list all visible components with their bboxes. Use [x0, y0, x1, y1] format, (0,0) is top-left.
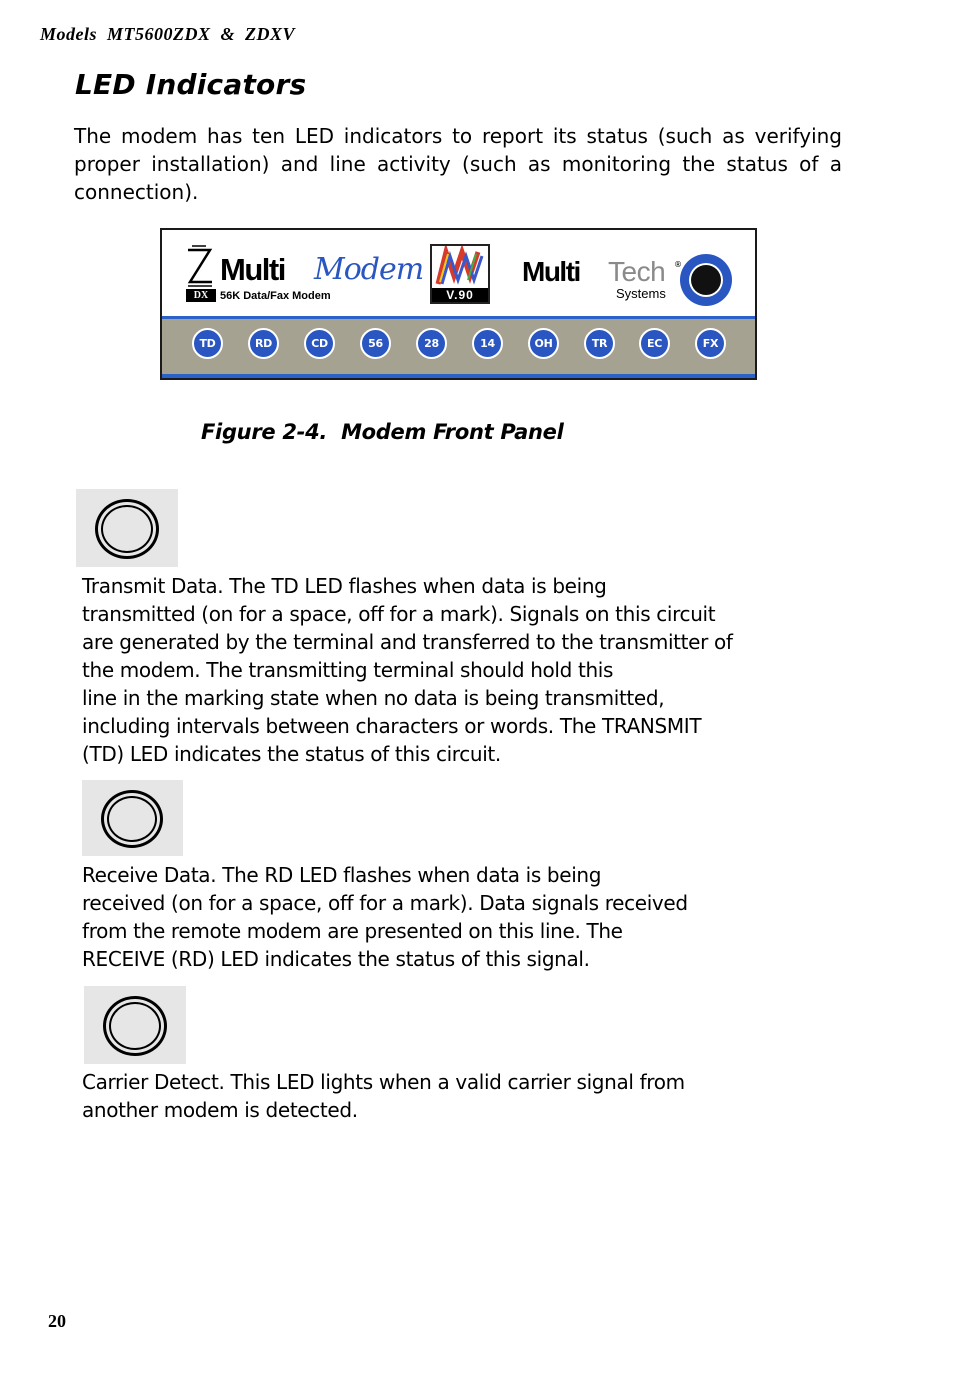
v90-label: V.90 — [432, 288, 488, 302]
transmit-data-description — [82, 572, 733, 768]
led-ring-inner — [107, 796, 157, 842]
led-56: 56 — [360, 328, 391, 359]
receive-data-description — [82, 861, 688, 973]
led-rd: RD — [248, 328, 279, 359]
running-header: Models MT5600ZDX & ZDXV — [40, 24, 296, 44]
description-line: including intervals between characters or words. The TRANSMIT — [82, 714, 702, 738]
section-title: LED Indicators — [75, 68, 307, 101]
description-line: received (on for a space, off for a mark). Data signals received — [82, 891, 688, 915]
panel-accent-line-bottom — [162, 374, 755, 378]
power-indicator-icon — [680, 254, 732, 306]
intro-paragraph — [74, 122, 842, 206]
led-td: TD — [192, 328, 223, 359]
led-tr: TR — [584, 328, 615, 359]
intro-line: connection). — [74, 180, 199, 204]
description-line: transmitted (on for a space, off for a mark). Signals on this circuit — [82, 602, 716, 626]
brand-multi: Multi — [220, 252, 285, 287]
led-ring-icon — [82, 780, 183, 856]
intro-line: proper installation) and line activity (such as monitoring the status of a — [74, 152, 842, 176]
description-line: Carrier Detect. This LED lights when a valid carrier signal from — [82, 1070, 685, 1094]
carrier-detect-description — [82, 1068, 685, 1124]
led-strip — [162, 319, 755, 374]
company-tech: Tech — [608, 256, 666, 287]
led-14: 14 — [472, 328, 503, 359]
company-multi: Multi — [522, 256, 580, 287]
description-line: from the remote modem are presented on this line. The — [82, 919, 623, 943]
brand-modem: Modem — [314, 252, 424, 287]
led-ring-inner — [101, 505, 153, 553]
registered-mark: ® — [674, 260, 682, 269]
led-ring-icon — [84, 986, 186, 1064]
description-line: another modem is detected. — [82, 1098, 358, 1122]
led-28: 28 — [416, 328, 447, 359]
panel-logo-strip — [162, 230, 755, 316]
company-systems: Systems — [616, 286, 666, 301]
z-logo-icon — [184, 244, 216, 288]
brand-subtitle: 56K Data/Fax Modem — [220, 290, 331, 302]
v90-logo — [430, 244, 490, 304]
power-indicator-core — [691, 265, 721, 295]
led-cd: CD — [304, 328, 335, 359]
figure-caption: Figure 2-4. Modem Front Panel — [201, 420, 564, 444]
page-number: 20 — [48, 1311, 66, 1331]
led-ec: EC — [639, 328, 670, 359]
led-ring-inner — [109, 1002, 161, 1050]
dx-badge: DX — [186, 289, 216, 302]
description-line: (TD) LED indicates the status of this circuit. — [82, 742, 501, 766]
v90-graphic-icon — [432, 246, 488, 288]
led-fx: FX — [695, 328, 726, 359]
description-line: are generated by the terminal and transferred to the transmitter of — [82, 630, 733, 654]
led-oh: OH — [528, 328, 559, 359]
description-line: Receive Data. The RD LED flashes when data is being — [82, 863, 602, 887]
description-line: line in the marking state when no data is being transmitted, — [82, 686, 665, 710]
intro-line: The modem has ten LED indicators to report its status (such as verifying — [74, 124, 842, 148]
modem-front-panel — [160, 228, 757, 380]
description-line: Transmit Data. The TD LED flashes when data is being — [82, 574, 607, 598]
description-line: RECEIVE (RD) LED indicates the status of this signal. — [82, 947, 590, 971]
led-ring-icon — [76, 489, 178, 567]
description-line: the modem. The transmitting terminal should hold this — [82, 658, 614, 682]
